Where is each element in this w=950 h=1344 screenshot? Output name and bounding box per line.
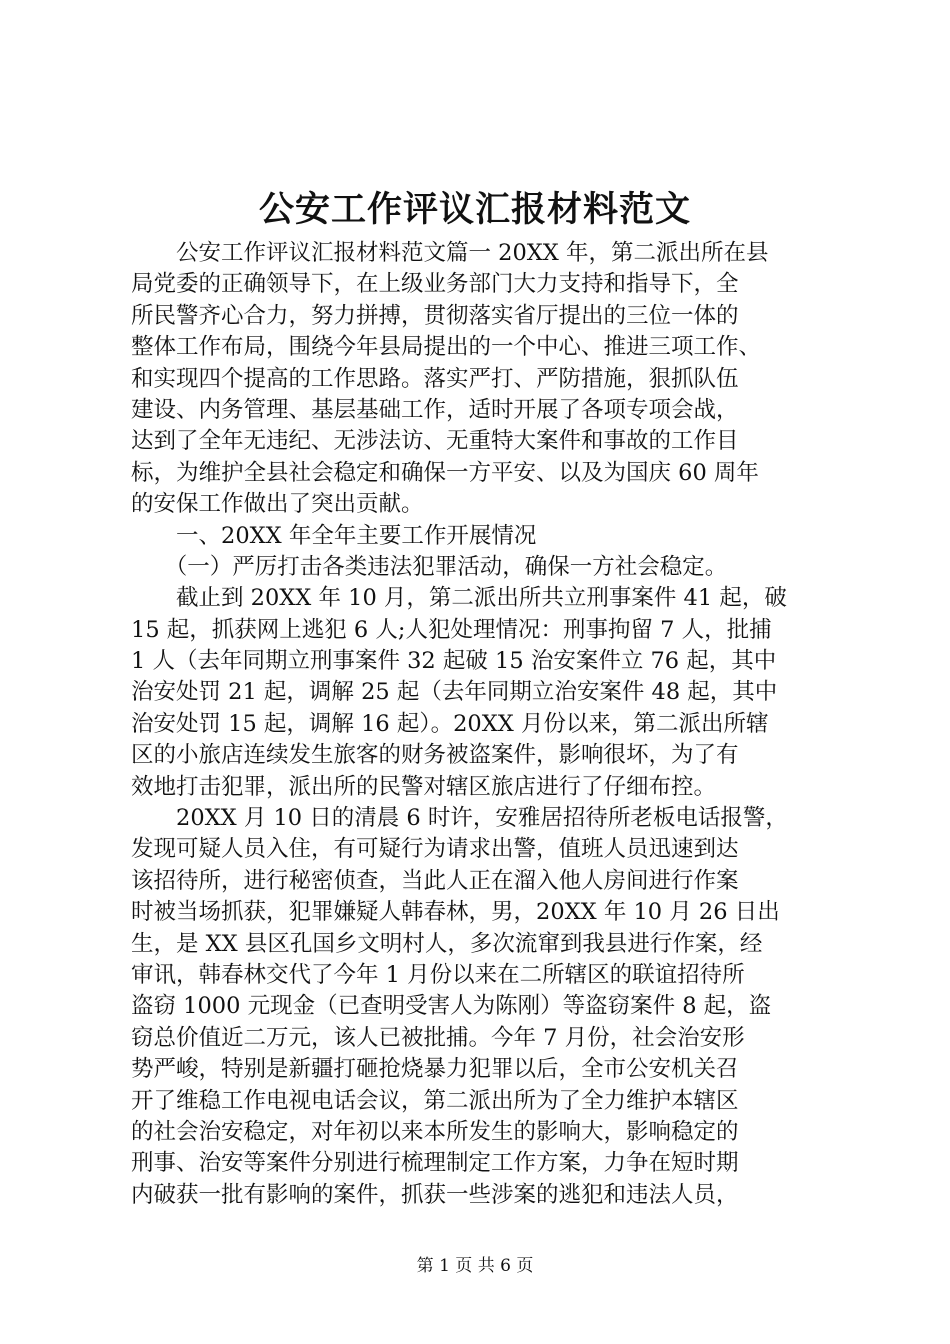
document-title: 公安工作评议汇报材料范文 [258, 189, 691, 230]
body-line: 标，为维护全县社会稳定和确保一方平安、以及为国庆 60 周年 [131, 459, 759, 486]
body-line: 15 起，抓获网上逃犯 6 人;人犯处理情况：刑事拘留 7 人，批捕 [131, 616, 772, 643]
body-line: 区的小旅店连续发生旅客的财务被盗案件，影响很坏，为了有 [131, 742, 739, 769]
body-line: 生，是 XX 县区孔国乡文明村人，多次流窜到我县进行作案，经 [131, 930, 763, 957]
document-body [131, 238, 821, 1211]
body-line: 的安保工作做出了突出贡献。 [131, 491, 424, 518]
body-line: 所民警齐心合力，努力拼搏，贯彻落实省厅提出的三位一体的 [131, 302, 739, 329]
body-line: 该招待所，进行秘密侦查，当此人正在溜入他人房间进行作案 [131, 867, 739, 894]
body-line: 审讯，韩春林交代了今年 1 月份以来在二所辖区的联谊招待所 [131, 961, 745, 988]
body-line: 截止到 20XX 年 10 月，第二派出所共立刑事案件 41 起，破 [131, 585, 787, 612]
body-line: 的社会治安稳定，对年初以来本所发生的影响大，影响稳定的 [131, 1118, 739, 1145]
body-line: 1 人（去年同期立刑事案件 32 起破 15 治安案件立 76 起，其中 [131, 648, 777, 675]
body-line: 窃总价值近二万元，该人已被批捕。今年 7 月份，社会治安形 [131, 1024, 745, 1051]
body-line: 时被当场抓获，犯罪嫌疑人韩春林，男，20XX 年 10 月 26 日出 [131, 899, 780, 926]
body-line: 一、20XX 年全年主要工作开展情况 [131, 522, 537, 549]
body-line: 效地打击犯罪，派出所的民警对辖区旅店进行了仔细布控。 [131, 773, 717, 800]
body-line: 和实现四个提高的工作思路。落实严打、严防措施，狠抓队伍 [131, 365, 739, 392]
body-line: 势严峻，特别是新疆打砸抢烧暴力犯罪以后，全市公安机关召 [131, 1056, 739, 1083]
body-line: 开了维稳工作电视电话会议，第二派出所为了全力维护本辖区 [131, 1087, 739, 1114]
body-line: 20XX 月 10 日的清晨 6 时许，安雅居招待所老板电话报警， [131, 805, 788, 832]
body-line: 达到了全年无违纪、无涉法访、无重特大案件和事故的工作目 [131, 428, 739, 455]
body-line: 治安处罚 15 起，调解 16 起）。20XX 月份以来，第二派出所辖 [131, 710, 769, 737]
body-line: 刑事、治安等案件分别进行梳理制定工作方案，力争在短时期 [131, 1150, 739, 1177]
body-line: 建设、内务管理、基层基础工作，适时开展了各项专项会战， [131, 396, 739, 423]
body-line: （一）严厉打击各类违法犯罪活动，确保一方社会稳定。 [131, 553, 728, 580]
body-line: 治安处罚 21 起，调解 25 起（去年同期立治安案件 48 起，其中 [131, 679, 778, 706]
body-line: 公安工作评议汇报材料范文篇一 20XX 年，第二派出所在县 [131, 240, 769, 266]
body-line: 内破获一批有影响的案件，抓获一些涉案的逃犯和违法人员， [131, 1181, 739, 1208]
body-line: 整体工作布局，围绕今年县局提出的一个中心、推进三项工作、 [131, 334, 762, 361]
body-line: 发现可疑人员入住，有可疑行为请求出警，值班人员迅速到达 [131, 836, 739, 863]
body-line: 盗窃 1000 元现金（已查明受害人为陈刚）等盗窃案件 8 起，盗 [131, 993, 772, 1020]
body-line: 局党委的正确领导下，在上级业务部门大力支持和指导下，全 [131, 271, 739, 298]
page-footer: 第 1 页 共 6 页 [416, 1256, 534, 1276]
